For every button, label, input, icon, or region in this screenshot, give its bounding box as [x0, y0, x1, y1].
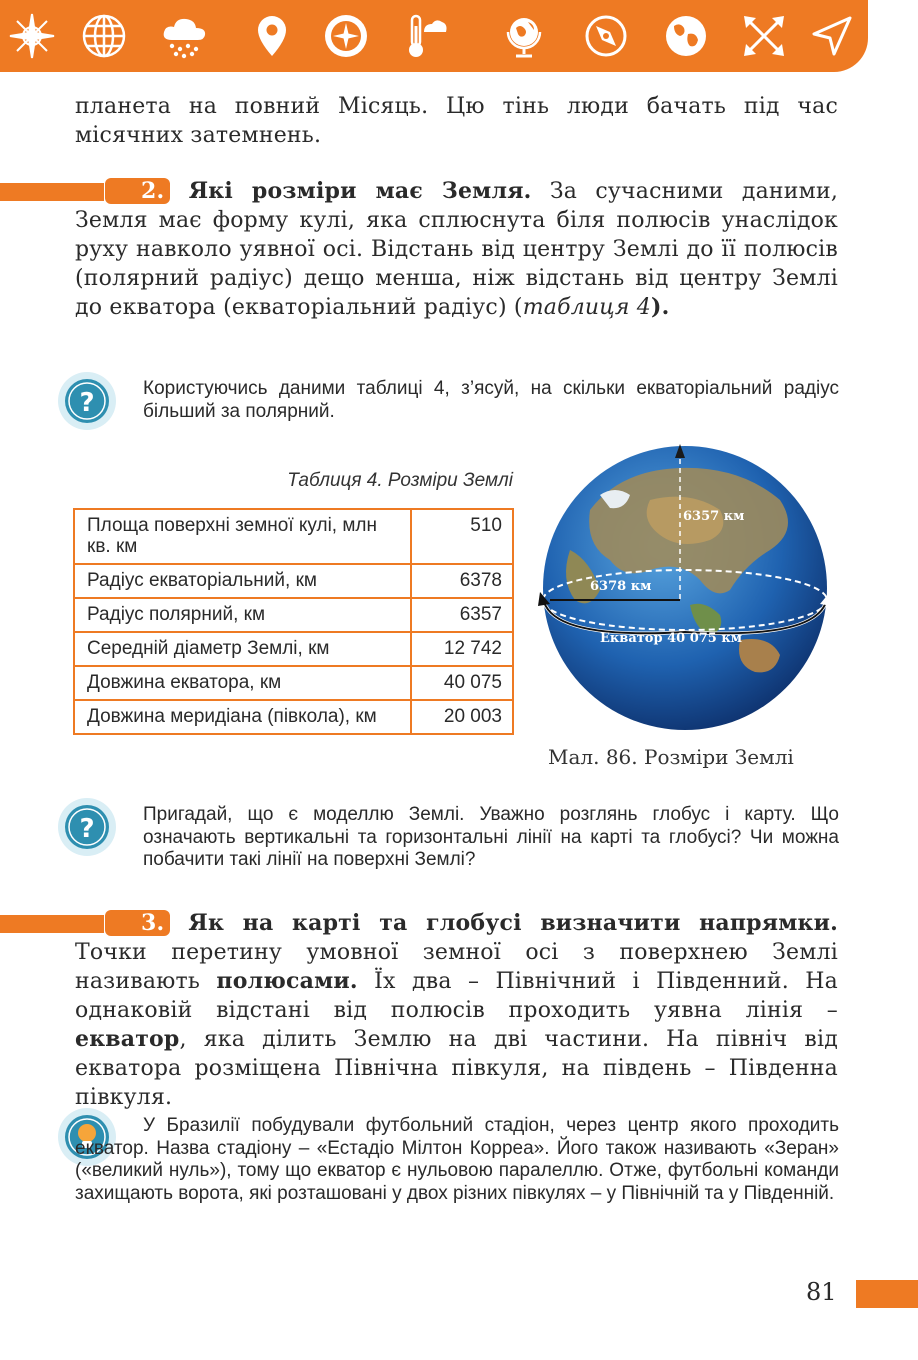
question-icon — [56, 370, 118, 432]
rain-cloud-icon — [160, 12, 208, 60]
table-row — [74, 700, 513, 734]
earth-globe-figure — [530, 440, 840, 730]
section-3-text-3: , яка ділить Землю на дві частини. На північ від екватора розміщена Північна півкуля, на південь – Південна півкуля. — [75, 1027, 838, 1110]
question-1-text: Користуючись даними таблиці 4, з’ясуй, на скільки екваторіальний радіус більший за полярний. — [143, 378, 839, 422]
section-3-text-2: Їх два – Північний і Південний. На однаковій відстані від полюсів проходить уявна лінія – — [75, 969, 838, 1023]
table-label: Площа поверхні земної кулі, млн кв. км — [74, 509, 411, 564]
table-label: Середній діаметр Землі, км — [74, 632, 411, 666]
table-label: Радіус екваторіальний, км — [74, 564, 411, 598]
table-row — [74, 509, 513, 564]
section-3-number: 3. — [105, 910, 170, 936]
table-value: 40 075 — [411, 666, 513, 700]
table-row — [74, 564, 513, 598]
section-2-end: ). — [651, 294, 670, 320]
section-2-paragraph — [75, 177, 838, 322]
svg-text:?: ? — [79, 814, 95, 844]
header-icons — [0, 0, 868, 72]
location-pin-icon — [248, 12, 296, 60]
section-2-title: Які розміри має Земля. — [188, 178, 532, 204]
table-value: 6357 — [411, 598, 513, 632]
compass-rose-icon — [8, 12, 56, 60]
polar-radius-label: 6357 км — [683, 509, 745, 524]
fact-text: У Бразилії побудували футбольний стадіон, через центр якого проходить екватор. Назва стадіону – «Естадіо Мілтон Корреа». Його також називають «Зеран» («великий нуль»), тому що екватор є нульовою паралеллю. Отже, футбольні команди захищають ворота, які розташовані у двох різних півкулях – у Північній та у Південній. — [75, 1115, 839, 1204]
table-row — [74, 666, 513, 700]
globe-grid-icon — [80, 12, 128, 60]
page-number: 81 — [806, 1278, 837, 1306]
figure-caption: Мал. 86. Розміри Землі — [548, 745, 794, 769]
table-label: Довжина екватора, км — [74, 666, 411, 700]
table-value: 6378 — [411, 564, 513, 598]
compass-needle-icon — [582, 12, 630, 60]
navigation-arrow-icon — [808, 12, 856, 60]
world-globe-icon — [662, 12, 710, 60]
equatorial-radius-label: 6378 км — [590, 579, 652, 594]
term-equator: екватор — [75, 1026, 180, 1052]
table-label: Радіус полярний, км — [74, 598, 411, 632]
table-caption: Таблиця 4. Розміри Землі — [287, 470, 513, 491]
table-value: 510 — [411, 509, 513, 564]
section-2-body: За сучасними даними, Земля має форму кулі, яка сплюснута біля полюсів унаслідок руху навколо уявної осі. Відстань від центру Землі до її полюсів (полярний радіус) дещо менша, ніж відстань від центру Землі до екватора (екваторіальний радіус) ( — [75, 179, 839, 320]
section-3-paragraph — [75, 909, 838, 1112]
question-icon — [56, 796, 118, 858]
thermometer-cloud-icon — [400, 12, 448, 60]
svg-text:?: ? — [79, 388, 95, 418]
section-2-table-ref: таблиця 4 — [522, 295, 652, 320]
section-3-title: Як на карті та глобусі визначити напрямки. — [188, 910, 838, 936]
term-poles: полюсами. — [216, 968, 358, 994]
desk-globe-icon — [500, 12, 548, 60]
table-value: 12 742 — [411, 632, 513, 666]
question-2-text: Пригадай, що є моделлю Землі. Уважно розглянь глобус і карту. Що означають вертикальні та горизонтальні лінії на карті та глобусі? Чи можна побачити такі лінії на поверхні Землі? — [143, 804, 839, 870]
table-label: Довжина меридіана (півкола), км — [74, 700, 411, 734]
section-2-number: 2. — [105, 178, 170, 204]
table-row — [74, 598, 513, 632]
intro-paragraph: планета на повний Місяць. Цю тінь люди бачать під час місячних затемнень. — [75, 94, 838, 148]
directions-arrows-icon — [740, 12, 788, 60]
equator-length-label: Екватор 40 075 км — [600, 631, 743, 646]
table-value: 20 003 — [411, 700, 513, 734]
compass-dial-icon — [322, 12, 370, 60]
section-3-text-1: Точки перетину умовної земної осі з поверхнею Землі називають — [75, 940, 838, 994]
table-row — [74, 632, 513, 666]
earth-sizes-table — [73, 508, 514, 735]
page-number-bar — [856, 1280, 918, 1308]
